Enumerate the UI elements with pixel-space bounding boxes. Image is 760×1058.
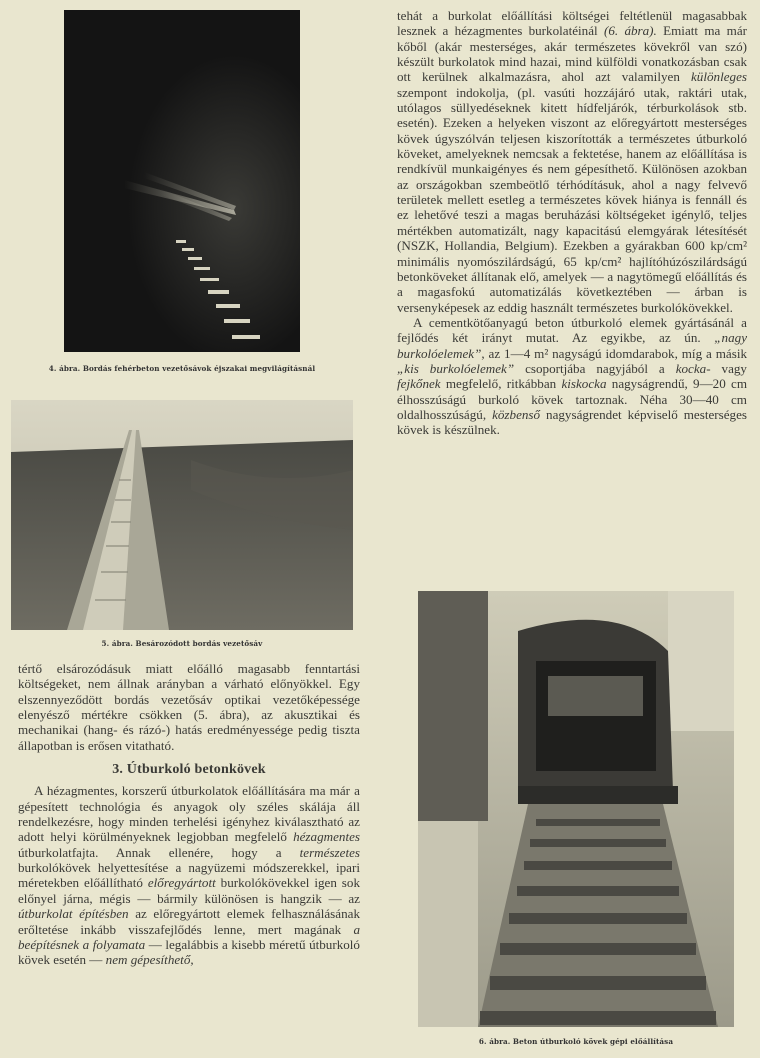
text-run: tértő elsározódásuk miatt előálló magasabb fenntartási költségeket, nem állnak arányban a várható előnyökkel. Egy elszennyeződött bordás vezetősáv optikai vezetőképessége elenyésző mértékre csökken (5. ábra), az akusztikai és mechanikai (hang- és rázó-) hatás eredményessége pedig tiszta állapotban is erősen vitatható. <box>18 661 360 753</box>
figure-4-caption: 4. ábra. Bordás fehérbeton vezetősávok éjszakai megvilágításnál <box>48 364 316 373</box>
right-paragraph-2 <box>397 315 747 438</box>
text-run: az előregyártott elemek felhasználásának erőltetése inkább visszafejlődés lenne, mert magának <box>18 906 360 937</box>
figure-6-production-machine-photo <box>418 591 734 1027</box>
italic-run: előregyártott <box>147 875 216 891</box>
left-column <box>18 661 360 968</box>
text-run: burkolókövekkel igen sok előnyel járna, mégis — bármily különösen is hangzik — az <box>18 875 360 906</box>
text-run: csoportjába nagyjából a <box>514 360 676 376</box>
italic-run: kiskocka <box>561 376 607 392</box>
italic-run: útburkolat építésben <box>18 906 129 922</box>
text-run: — legalábbis a kisebb méretű útburkoló kövek esetén — <box>18 936 360 968</box>
text-run: , az 1—4 m² nagyságú idomdarabok, míg a másik <box>481 345 747 361</box>
text-run: vagy <box>710 360 747 376</box>
text-run: tehát a burkolat előállítási költségei feltétlenül magasabbak lesznek a hézagmentes burkolatéinál <box>397 8 747 39</box>
figure-6-caption: 6. ábra. Beton útburkoló kövek gépi előállítása <box>478 1037 674 1046</box>
left-paragraph-2 <box>18 783 360 967</box>
italic-run: kocka- <box>675 360 711 376</box>
italic-run: különleges <box>691 69 747 85</box>
text-run: A cementkötőanyagú beton útburkoló elemek gyártásánál a fejlődés két irányt mutat. Az egyikbe, az ún. <box>397 314 747 346</box>
italic-run: közbenső <box>492 406 541 422</box>
text-run: Emiatt ma már kőből (akár mesterséges, akár természetes kövekről van szó) készült burkolatok mind hazai, mind külföldi vonatkozásban csak ott kerülnek alkalmazásra, ahol azt valamilyen <box>397 23 747 85</box>
italic-run: „nagy burkolóelemek” <box>397 330 747 361</box>
italic-run: nem gépesíthető, <box>105 952 194 968</box>
text-run: A hézagmentes, korszerű útburkolatok előállítására ma már a gépesített technológia és anyagok oly széles skálája áll rendelkezésre, hogy minden terhelési igényhez kiválasztható az adott helyi körülményeknek legjobban megfelelő <box>18 783 360 845</box>
text-run: nagyságrendet képviselő mesterséges kövek is készülnek. <box>397 406 748 438</box>
figure-4-night-road-photo <box>64 10 300 352</box>
text-run: megfelelő, ritkábban <box>440 376 562 392</box>
italic-run: hézagmentes <box>293 829 360 845</box>
italic-run: (6. ábra). <box>603 23 657 39</box>
italic-run: természetes <box>299 844 360 860</box>
italic-run: „kis burkolóelemek” <box>397 360 515 376</box>
italic-run: fejkőnek <box>397 376 441 392</box>
text-run: szempont indokolja, (pl. vasúti hozzájáró utak, raktári utak, utólagos süllyedéseknek kitett hídfeljárók, térburkolások stb. esetén). Ezeken a helyeken viszont az előregyártott mesterséges kövek úgyszólván teljesen kiszorították a természetes útburkoló köveket, amelyeknek nemcsak a fektetése, hanem az előállítása is rendkívül munkaigényes és nem gépesíthető. Különösen azokban az országokban szembeötlő térhódításuk, ahol a nagy felvevő területek mellett esetleg a természetes kövek hiánya is fennáll és ez lehetővé teszi a magas beruházási költségeket igénylő, teljes mértékben automatizált, nagy kapacitású elemgyárak létesítését (NSZK, Hollandia, Belgium). Ezekben a gyárakban 600 kp/cm² minimális nyomószilárdságú, 65 kp/cm² hajlítóhúzószilárdságú betonköveket állítanak elő, amelyek — a nagytömegű előállítás és a magasfokú automatizálás következtében — árban is versenyképesek az eddig használt természetes burkolókövekkel. <box>397 84 747 315</box>
text-run: burkolókövek helyettesítése a nagyüzemi módszerekkel, ipari méretekben előállítható <box>18 860 360 891</box>
right-paragraph-1 <box>397 8 747 315</box>
italic-run: a beépítésnek a folyamata <box>18 921 360 952</box>
left-paragraph-1 <box>18 661 360 753</box>
section-heading: 3. Útburkoló betonkövek <box>112 762 266 778</box>
right-column <box>397 8 747 438</box>
figure-5-caption: 5. ábra. Besározódott bordás vezetősáv <box>101 639 263 648</box>
text-run: útburkolatfajta. Annak ellenére, hogy a <box>18 844 300 860</box>
figure-5-muddied-strip-photo <box>11 400 353 630</box>
text-run: nagyságrendű, 9—20 cm élhosszúságú burkoló kövek tartoznak. Néha 30—40 cm oldalhosszúságú, <box>397 376 748 422</box>
